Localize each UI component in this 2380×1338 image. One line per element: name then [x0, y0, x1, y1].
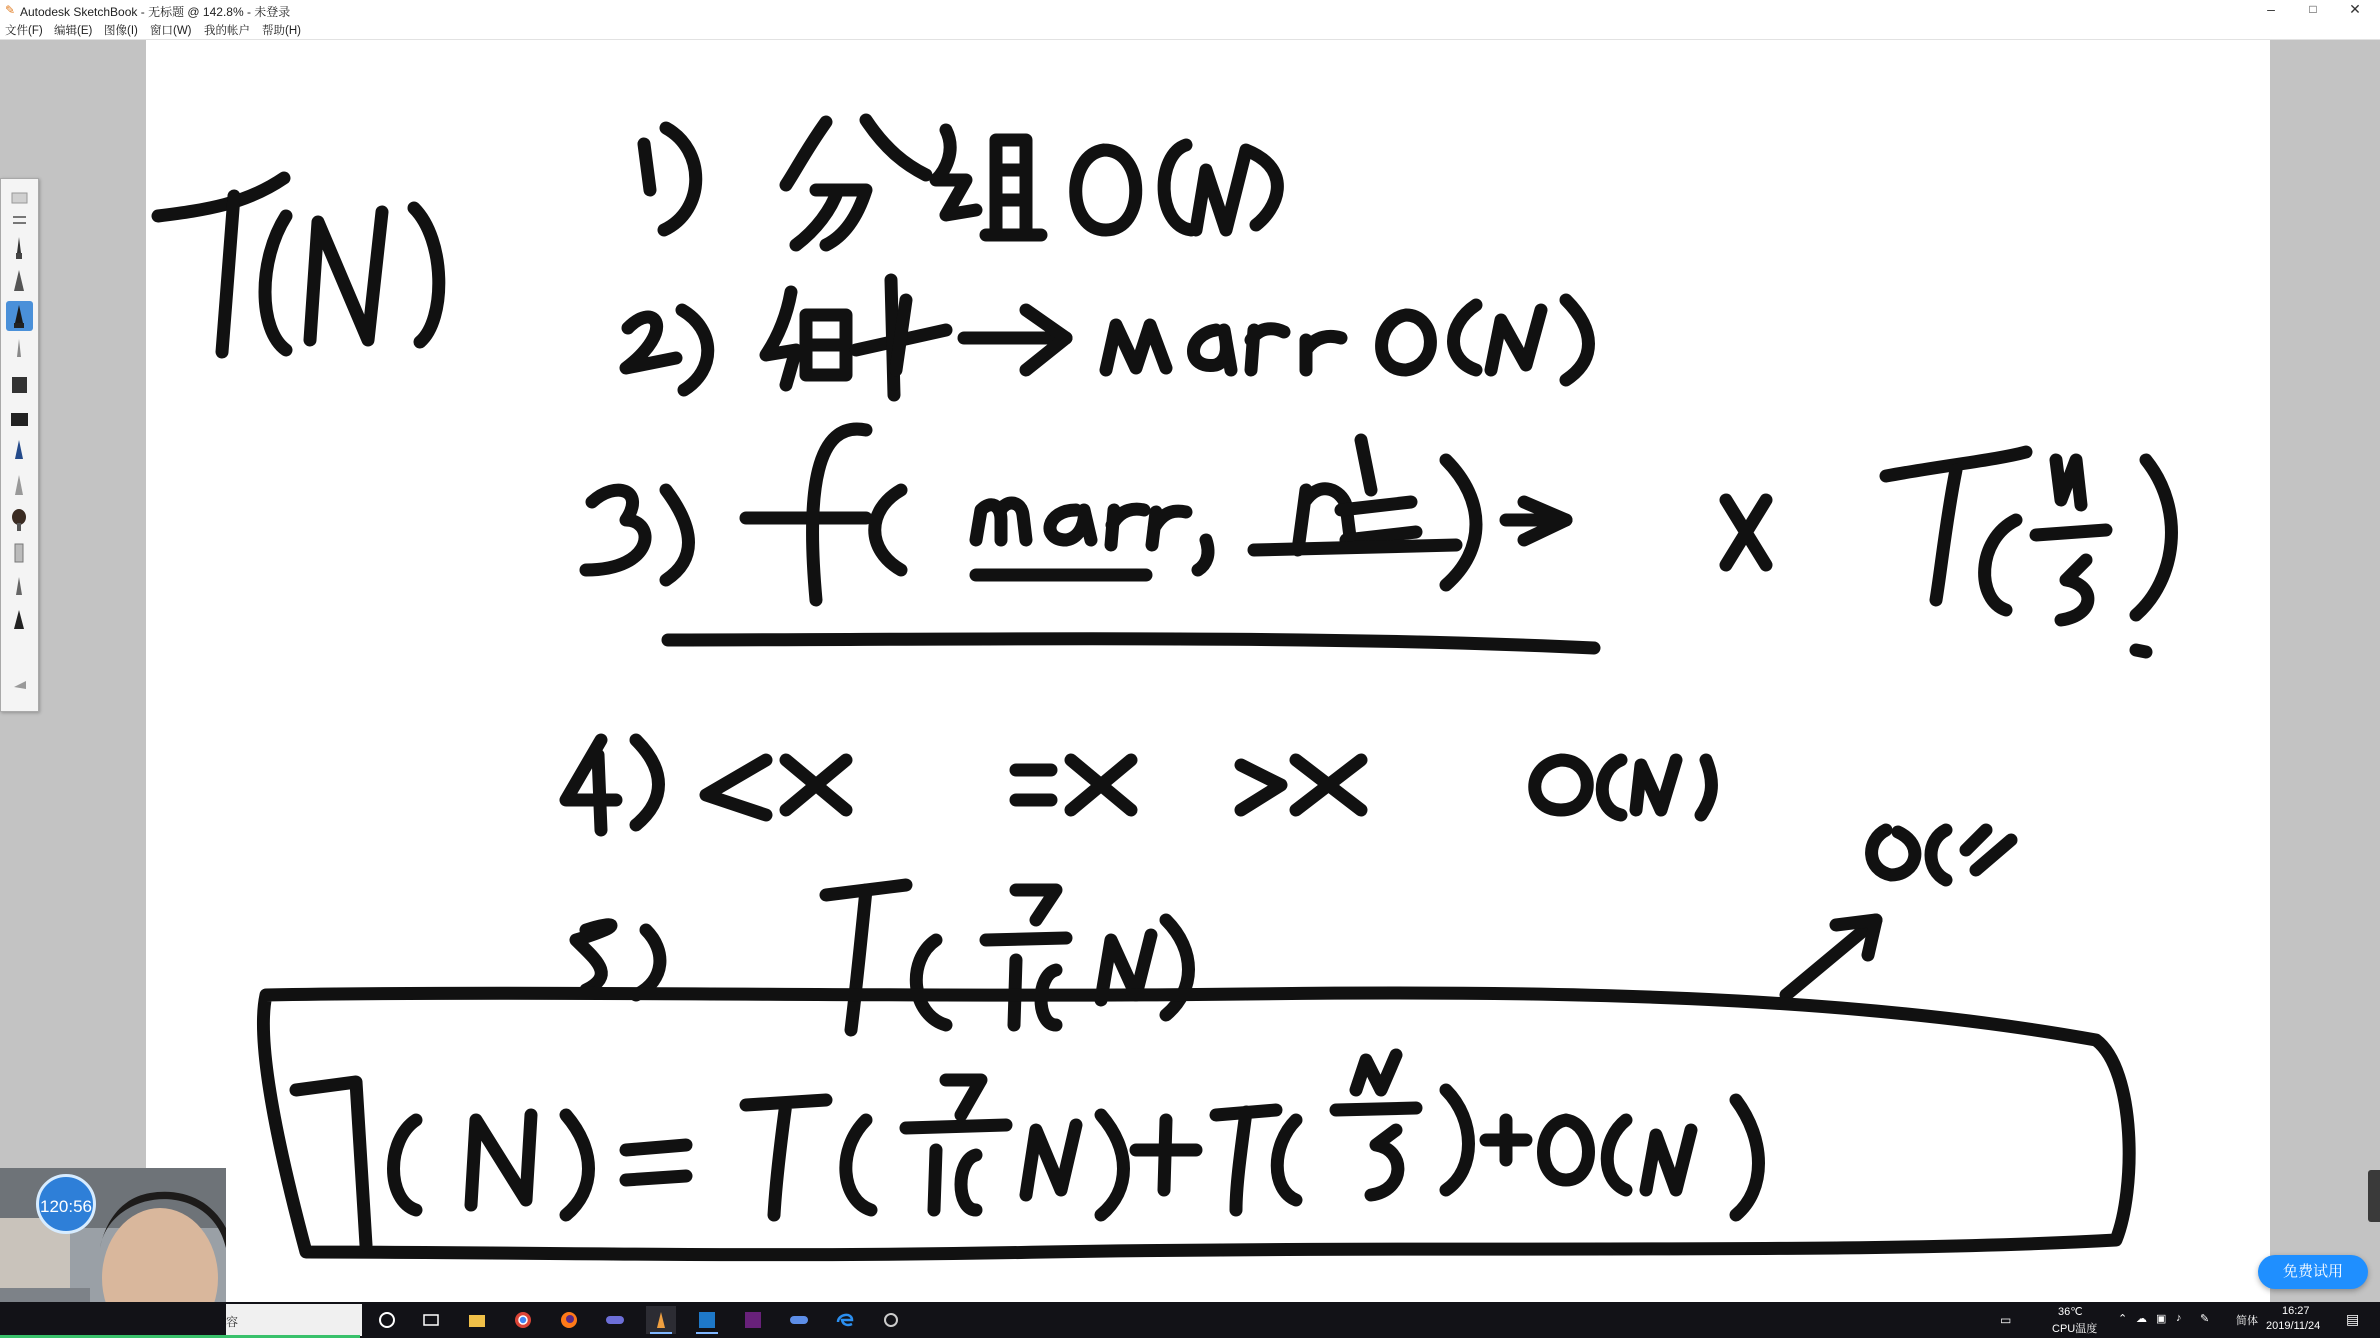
eraser-icon[interactable]	[6, 369, 33, 399]
menu-window[interactable]: 窗口(W)	[150, 25, 192, 37]
pen-input-icon[interactable]: ✎	[2200, 1313, 2210, 1325]
pointer-icon[interactable]	[6, 669, 33, 699]
hard-eraser-icon[interactable]	[6, 403, 33, 433]
running-indicator	[696, 1332, 718, 1334]
close-button[interactable]: ✕	[2349, 1, 2361, 17]
stroke-line-5	[576, 885, 1189, 1030]
title-bar	[0, 0, 2380, 20]
stroke-line-3	[586, 429, 2171, 652]
window-title: Autodesk SketchBook - 无标题 @ 142.8% - 未登录	[20, 5, 291, 19]
cortana-icon[interactable]	[372, 1306, 402, 1334]
input-method[interactable]: 简体	[2236, 1315, 2258, 1327]
brush-toolbar	[0, 178, 39, 712]
firefox-icon[interactable]	[554, 1306, 584, 1334]
stroke-line-1	[644, 120, 1277, 245]
search-text: 容	[226, 1315, 239, 1329]
sketchbook-app-icon: ✎	[5, 3, 16, 17]
stroke-line-4	[566, 740, 1711, 830]
ballpoint-pen-icon[interactable]	[6, 267, 33, 297]
ink-pen-icon[interactable]	[6, 437, 33, 467]
clock-time[interactable]: 16:27	[2282, 1305, 2310, 1317]
settings-icon[interactable]	[876, 1306, 906, 1334]
stroke-recurrence-box	[263, 993, 2129, 1255]
menu-account[interactable]: 我的帐户	[204, 25, 250, 37]
pen-nib-icon[interactable]	[6, 607, 33, 637]
slides-icon[interactable]	[784, 1306, 814, 1334]
notification-icon[interactable]: ▤	[2346, 1311, 2360, 1327]
menu-file[interactable]: 文件(F)	[5, 25, 43, 37]
stroke-arrow-o1	[1786, 830, 2011, 995]
remote-app-icon[interactable]	[600, 1306, 630, 1334]
menu-help[interactable]: 帮助(H)	[262, 25, 301, 37]
menu-image[interactable]: 图像(I)	[104, 25, 138, 37]
smudge-icon[interactable]	[6, 539, 33, 569]
panel-collapse-handle[interactable]	[2368, 1170, 2380, 1222]
menu-edit[interactable]: 编辑(E)	[54, 25, 93, 37]
vs-icon[interactable]	[738, 1306, 768, 1334]
cpu-temperature: 36℃	[2058, 1306, 2083, 1318]
display-icon[interactable]: ▣	[2156, 1313, 2167, 1325]
cpu-temperature-label: CPU温度	[2052, 1323, 2098, 1335]
taskbar-search-box[interactable]	[226, 1304, 362, 1336]
marker-icon[interactable]	[6, 301, 33, 331]
file-explorer-icon[interactable]	[462, 1306, 492, 1334]
onedrive-icon[interactable]: ☁	[2136, 1313, 2147, 1325]
minimize-button[interactable]: –	[2267, 1, 2275, 17]
clock-date[interactable]: 2019/11/24	[2266, 1320, 2321, 1332]
menu-bar	[0, 20, 2380, 40]
volume-icon[interactable]: ♪	[2176, 1312, 2182, 1324]
chrome-icon[interactable]	[508, 1306, 538, 1334]
sketchbook-icon[interactable]	[646, 1306, 676, 1334]
pencil-icon[interactable]	[6, 233, 33, 263]
stroke-line-2	[626, 280, 1589, 395]
tray-network-icon[interactable]: ▭	[2000, 1313, 2012, 1327]
task-view-icon[interactable]	[416, 1306, 446, 1334]
free-trial-button[interactable]: 免费试用	[2258, 1255, 2368, 1289]
stroke-t-of-n	[158, 178, 439, 352]
ide-icon[interactable]	[692, 1306, 722, 1334]
edge-icon[interactable]	[830, 1306, 860, 1334]
handwritten-strokes	[146, 40, 2270, 1302]
paint-brush-icon[interactable]	[6, 505, 33, 535]
sliders-icon[interactable]	[6, 205, 33, 235]
fill-icon[interactable]	[6, 573, 33, 603]
airbrush-icon[interactable]	[6, 471, 33, 501]
drawing-canvas[interactable]	[146, 40, 2270, 1302]
tray-expand-icon[interactable]: ⌃	[2118, 1313, 2128, 1325]
recording-timer: 120:56	[36, 1174, 96, 1234]
active-indicator	[650, 1332, 672, 1334]
restore-button[interactable]: □	[2309, 2, 2317, 16]
fine-pen-icon[interactable]	[6, 335, 33, 365]
